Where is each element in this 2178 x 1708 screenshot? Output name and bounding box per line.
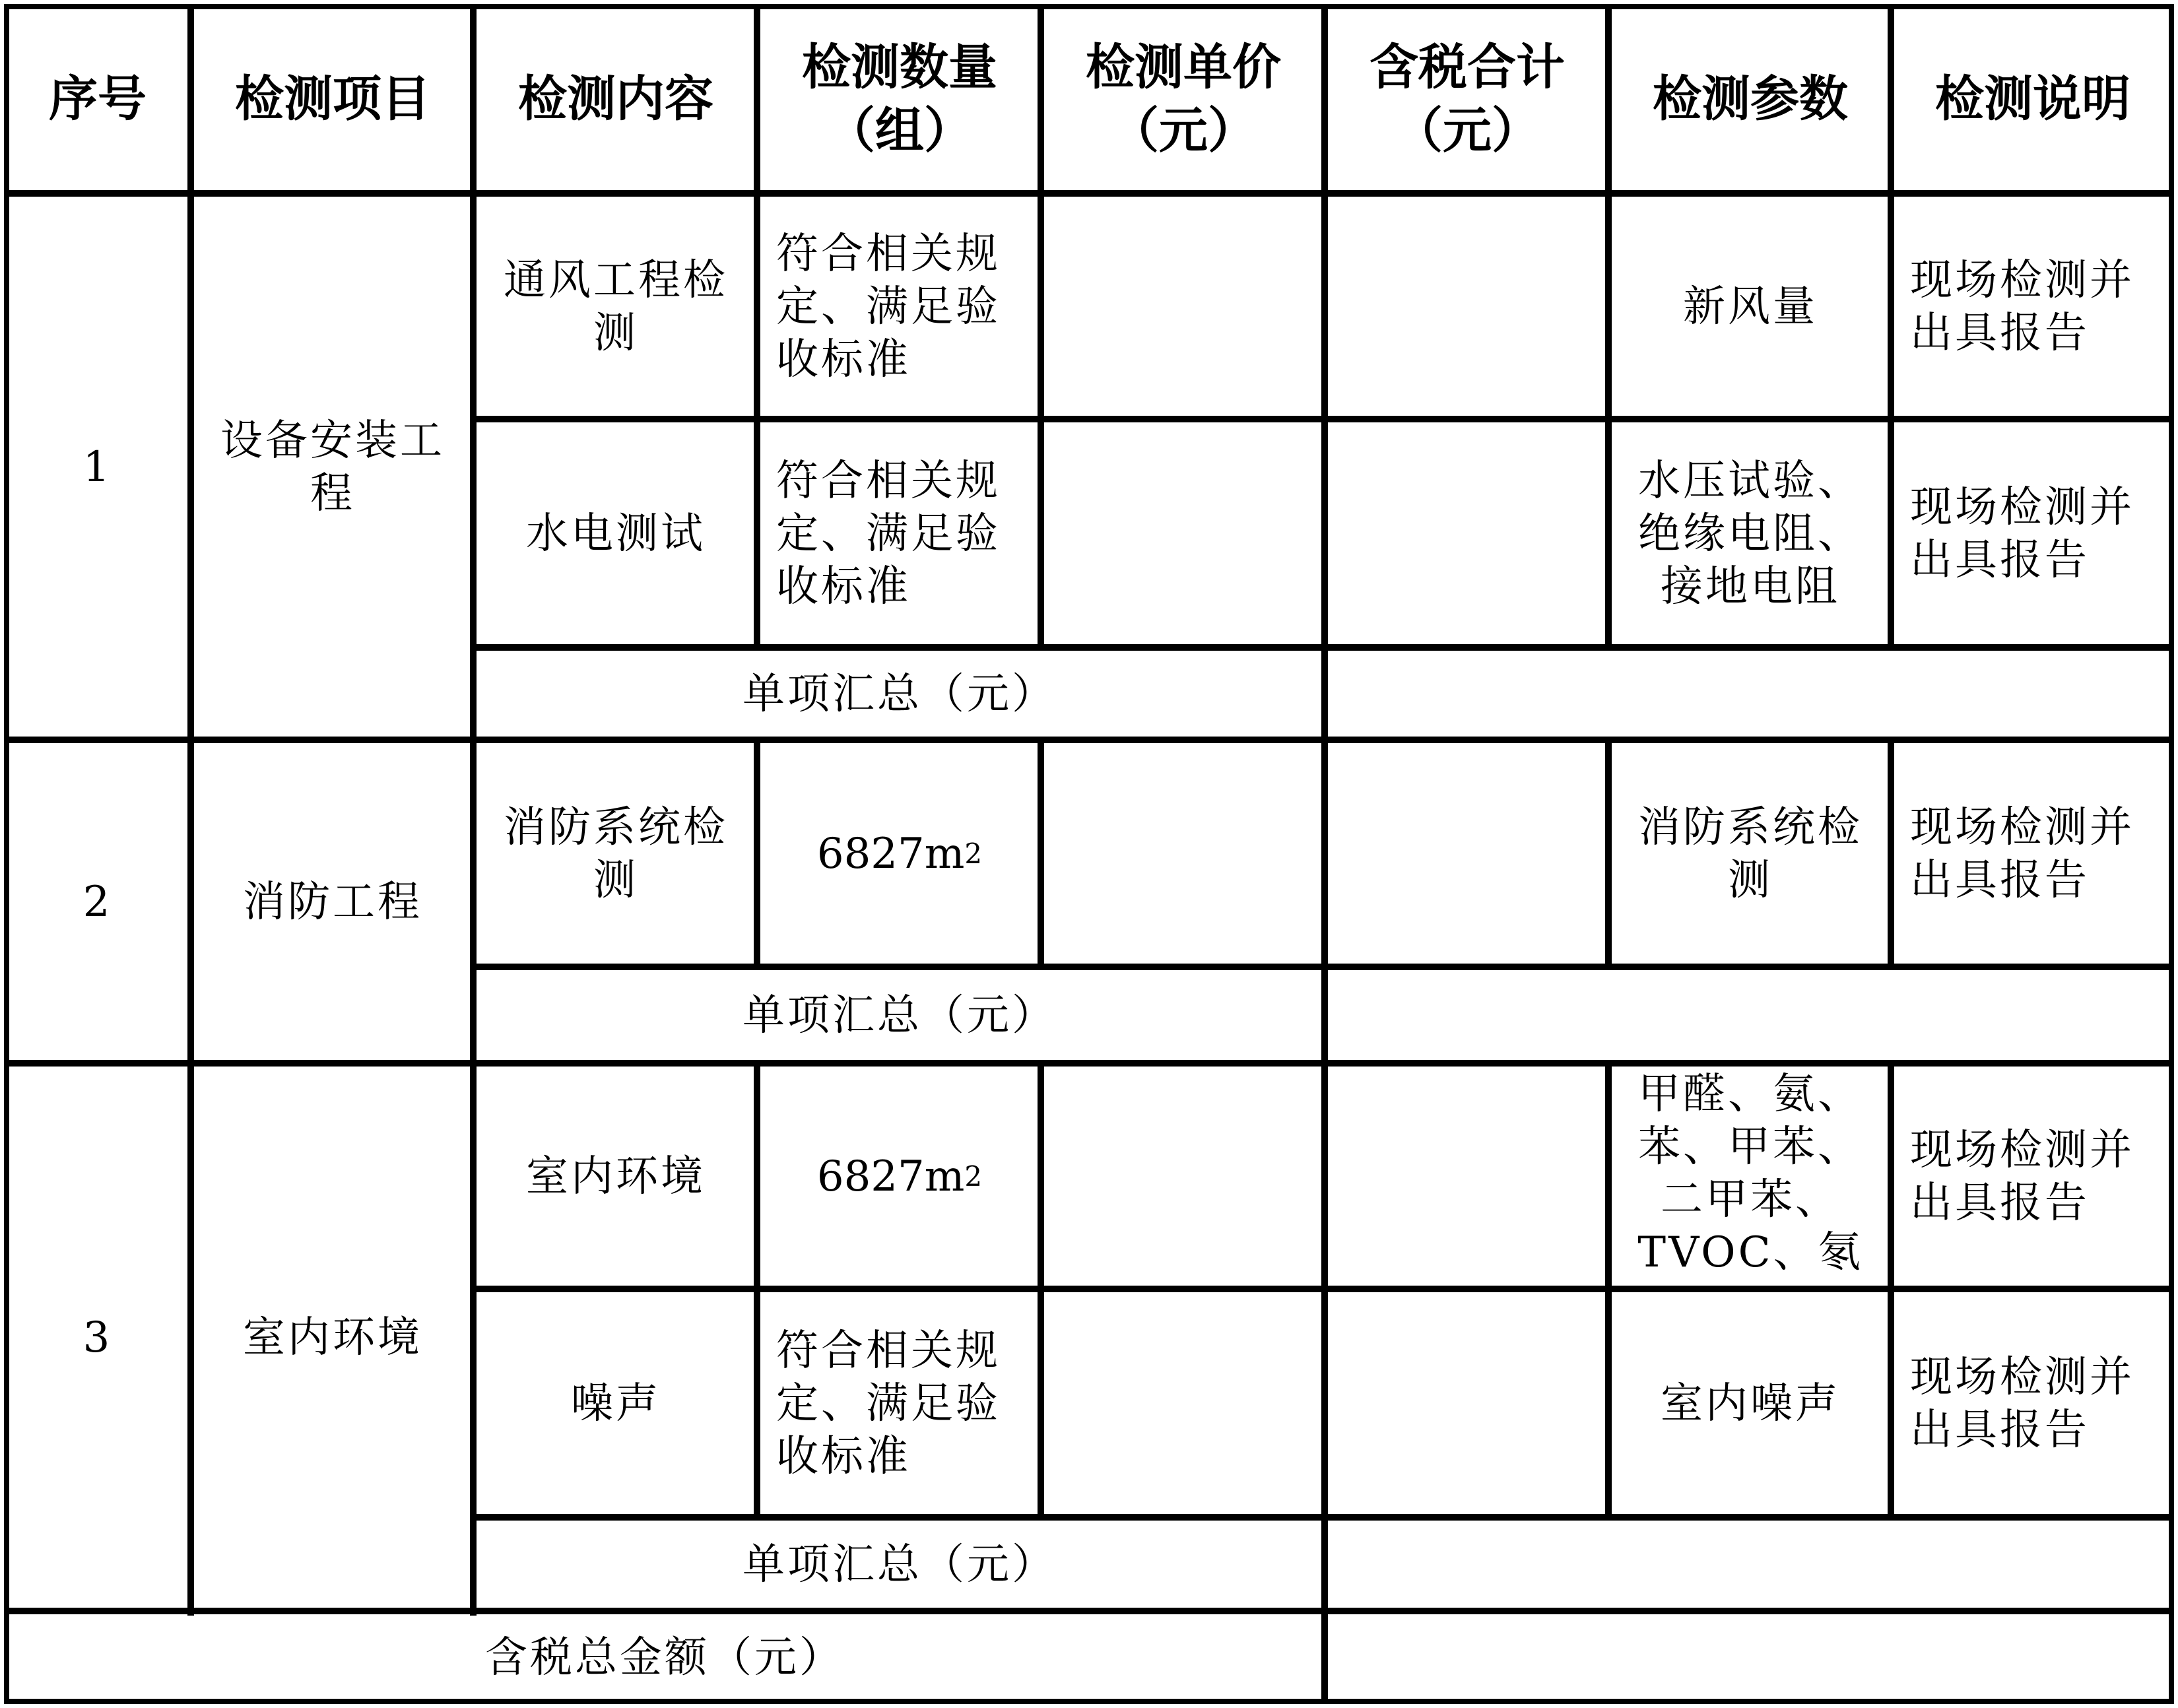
row-2-1-unit-price bbox=[1045, 744, 1321, 964]
table-border-right bbox=[2169, 4, 2174, 1704]
col-rule-3-g2 bbox=[754, 742, 760, 966]
row-3-2-content: 噪声 bbox=[571, 1379, 661, 1428]
row-1-2-parameters: 水压试验、 绝缘电阻、 接地电阻 bbox=[1638, 457, 1863, 611]
table-border-top bbox=[4, 4, 2174, 9]
group-1-test-item: 设备安装工 程 bbox=[220, 416, 445, 518]
group-3-test-item: 室内环境 bbox=[243, 1313, 422, 1362]
row-1-2-total bbox=[1329, 424, 1605, 644]
row-3-2-parameters: 室内噪声 bbox=[1661, 1379, 1840, 1428]
row-2-1-total bbox=[1329, 744, 1605, 964]
header-test-parameters: 检测参数 bbox=[1653, 71, 1848, 127]
header-test-content: 检测内容 bbox=[518, 71, 713, 127]
row-3-1-content: 室内环境 bbox=[526, 1152, 706, 1201]
row-2-1-quantity-value: 6827m bbox=[816, 830, 965, 878]
col-rule-7-g1 bbox=[1888, 195, 1894, 647]
row-1-1-notes: 现场检测并 出具报告 bbox=[1910, 256, 2134, 358]
col-rule-7-header bbox=[1888, 4, 1894, 195]
group-3-subtotal-value bbox=[1329, 1522, 2170, 1608]
row-2-1-notes: 现场检测并 出具报告 bbox=[1910, 803, 2134, 905]
col-rule-4-g1 bbox=[1038, 195, 1044, 647]
group-1-subtotal-label: 单项汇总（元） bbox=[742, 670, 1057, 719]
table-border-bottom bbox=[4, 1699, 2174, 1704]
row-2-1-quantity-exponent: 2 bbox=[964, 838, 983, 870]
row-1-2-notes: 现场检测并 出具报告 bbox=[1910, 483, 2134, 585]
row-3-1-quantity-exponent: 2 bbox=[964, 1160, 983, 1193]
row-1-2-unit-price bbox=[1045, 424, 1321, 644]
rule-group-3 bbox=[4, 1608, 2174, 1614]
group-3-subtotal-label: 单项汇总（元） bbox=[742, 1540, 1057, 1589]
rule-group-2 bbox=[4, 1060, 2174, 1067]
row-3-1-quantity bbox=[762, 1068, 1038, 1286]
col-rule-6-g3 bbox=[1605, 1065, 1612, 1517]
row-1-1-quantity: 符合相关规 定、满足验 收标准 bbox=[776, 230, 1001, 384]
header-unit-price: 检测单价 （元） bbox=[1086, 39, 1281, 159]
col-rule-6-g2 bbox=[1605, 742, 1612, 966]
col-rule-1 bbox=[187, 4, 194, 1616]
group-2-test-item: 消防工程 bbox=[243, 878, 422, 927]
row-3-1-quantity-value: 6827m bbox=[816, 1152, 965, 1201]
row-3-2-notes: 现场检测并 出具报告 bbox=[1910, 1353, 2134, 1455]
col-rule-6-header bbox=[1605, 4, 1612, 195]
group-1-subtotal-value bbox=[1329, 652, 2170, 737]
row-1-2-content: 水电测试 bbox=[526, 509, 706, 558]
group-3-serial-no: 3 bbox=[82, 1313, 113, 1362]
group-2-subtotal-label: 单项汇总（元） bbox=[742, 991, 1057, 1040]
col-rule-7-g2 bbox=[1888, 742, 1894, 966]
col-rule-4-g2 bbox=[1038, 742, 1044, 966]
group-1-serial-no: 1 bbox=[82, 443, 113, 492]
group-2-subtotal-value bbox=[1329, 971, 2170, 1060]
row-2-1-content: 消防系统检 测 bbox=[504, 803, 728, 905]
row-3-1-notes: 现场检测并 出具报告 bbox=[1910, 1126, 2134, 1228]
row-1-1-total bbox=[1329, 198, 1605, 416]
row-1-2-quantity: 符合相关规 定、满足验 收标准 bbox=[776, 457, 1001, 611]
row-2-1-parameters: 消防系统检 测 bbox=[1638, 803, 1863, 905]
row-1-1-content: 通风工程检 测 bbox=[504, 256, 728, 358]
col-rule-6-g1 bbox=[1605, 195, 1612, 647]
header-tax-total: 含税合计 （元） bbox=[1370, 39, 1565, 159]
row-1-1-unit-price bbox=[1045, 198, 1321, 416]
header-test-quantity: 检测数量 （组） bbox=[802, 39, 997, 159]
col-rule-3-g3 bbox=[754, 1065, 760, 1517]
row-3-2-unit-price bbox=[1045, 1294, 1321, 1514]
row-2-1-quantity bbox=[762, 744, 1038, 964]
col-rule-5 bbox=[1321, 4, 1328, 1704]
header-test-notes: 检测说明 bbox=[1935, 71, 2130, 127]
col-rule-3-g1 bbox=[754, 195, 760, 647]
header-serial-no: 序号 bbox=[49, 71, 147, 127]
grand-total-label: 含税总金额（元） bbox=[485, 1633, 844, 1682]
col-rule-4-g3 bbox=[1038, 1065, 1044, 1517]
row-3-1-total bbox=[1329, 1068, 1605, 1286]
group-2-serial-no: 2 bbox=[82, 878, 113, 927]
header-test-item: 检测项目 bbox=[235, 71, 430, 127]
rule-below-header bbox=[4, 190, 2174, 197]
rule-group-1 bbox=[4, 737, 2174, 743]
row-3-1-parameters: 甲醛、氨、 苯、甲苯、 二甲苯、 TVOC、氡 bbox=[1637, 1070, 1863, 1277]
row-3-1-unit-price bbox=[1045, 1068, 1321, 1286]
row-1-1-parameters: 新风量 bbox=[1683, 282, 1818, 331]
col-rule-2 bbox=[470, 4, 477, 1616]
grand-total-value bbox=[1329, 1616, 2170, 1700]
col-rule-4-header bbox=[1038, 4, 1044, 195]
row-3-2-total bbox=[1329, 1294, 1605, 1514]
row-3-2-quantity: 符合相关规 定、满足验 收标准 bbox=[776, 1327, 1001, 1481]
table-border-left bbox=[4, 4, 9, 1704]
col-rule-3-header bbox=[754, 4, 760, 195]
col-rule-7-g3 bbox=[1888, 1065, 1894, 1517]
